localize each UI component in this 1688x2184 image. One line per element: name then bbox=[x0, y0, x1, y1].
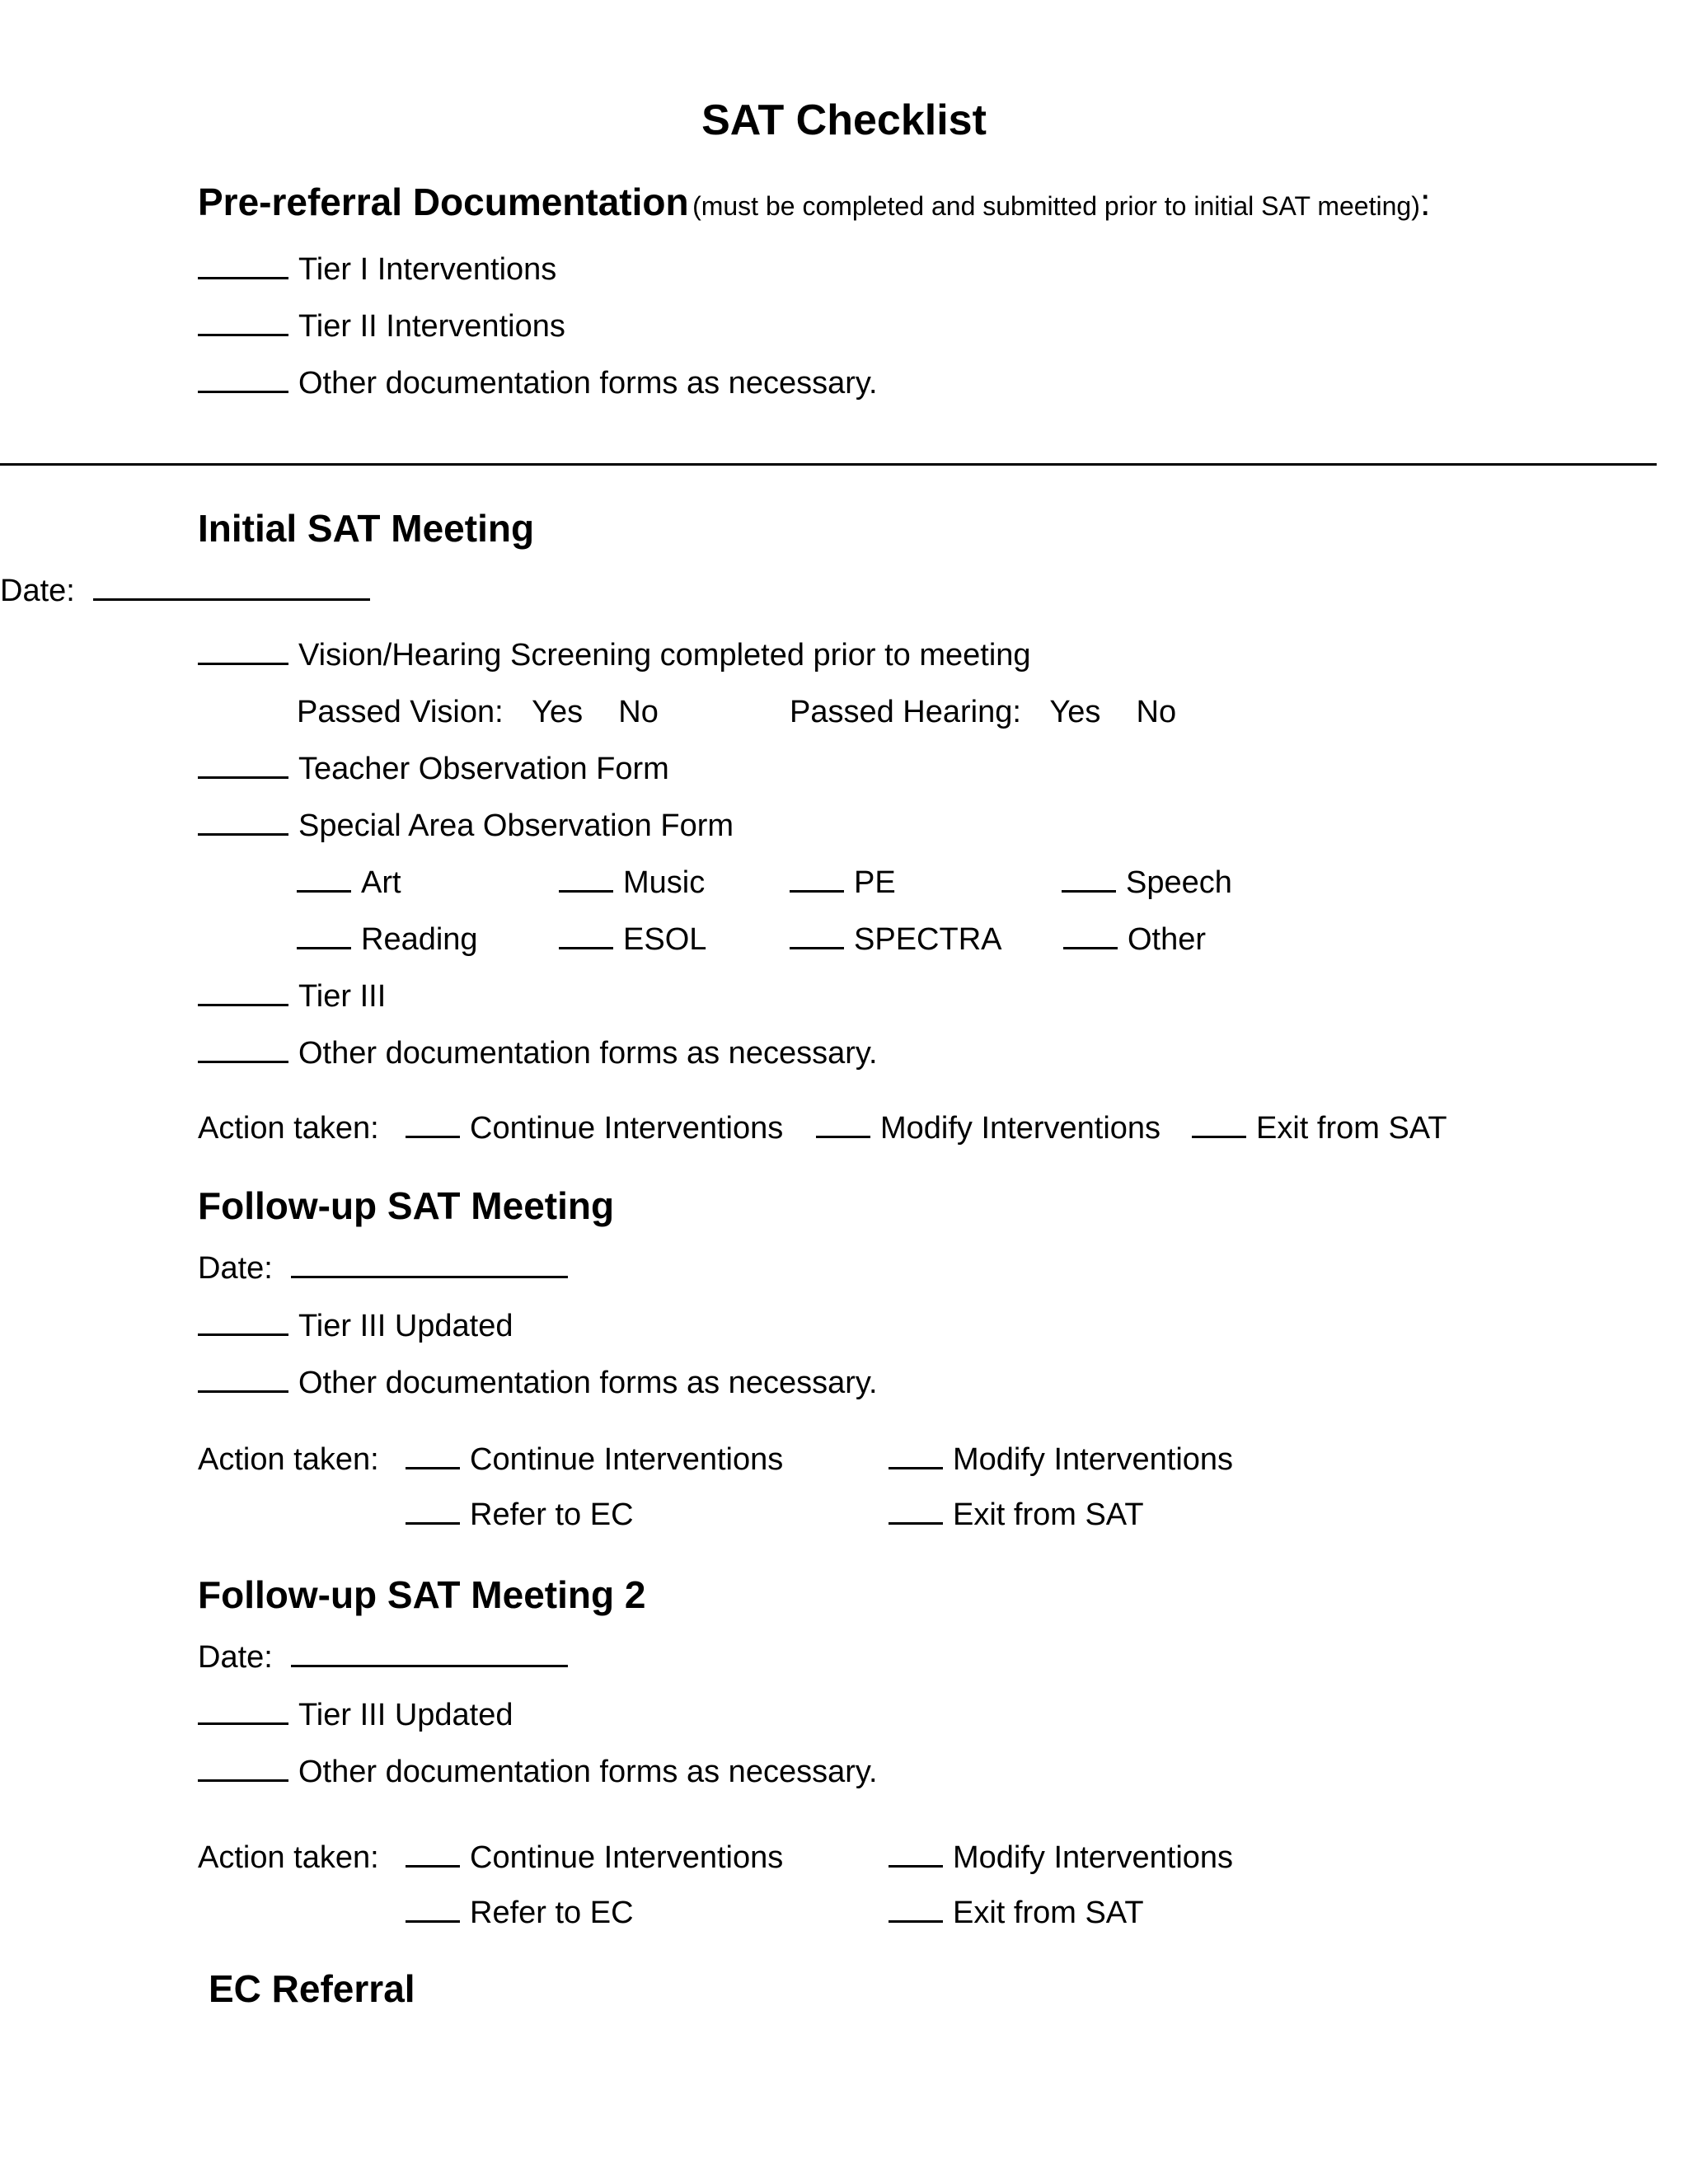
check-blank[interactable] bbox=[198, 638, 288, 665]
check-blank[interactable] bbox=[297, 922, 351, 949]
action-label: Exit from SAT bbox=[953, 1896, 1144, 1930]
passed-hearing-row bbox=[790, 695, 1176, 730]
area-label: Reading bbox=[361, 922, 478, 957]
check-blank[interactable] bbox=[406, 1442, 460, 1469]
item-label: Vision/Hearing Screening completed prior to meeting bbox=[298, 638, 1031, 673]
action-refer-ec[interactable] bbox=[406, 1896, 634, 1931]
check-blank[interactable] bbox=[297, 865, 351, 893]
area-reading[interactable] bbox=[297, 922, 478, 958]
check-blank[interactable] bbox=[790, 922, 844, 949]
page-title: SAT Checklist bbox=[701, 96, 987, 144]
date-field[interactable] bbox=[291, 1251, 568, 1278]
prereferral-heading: Pre-referral Documentation bbox=[198, 180, 689, 223]
check-blank[interactable] bbox=[198, 979, 288, 1006]
checklist-item-special-observation[interactable] bbox=[198, 808, 734, 844]
action-modify[interactable] bbox=[889, 1840, 1233, 1876]
action-continue[interactable] bbox=[406, 1840, 783, 1876]
area-label: Art bbox=[361, 865, 401, 900]
date-label: Date: bbox=[198, 1251, 273, 1286]
checklist-item-tier3-updated[interactable] bbox=[198, 1698, 513, 1733]
date-field[interactable] bbox=[93, 574, 370, 601]
date-field[interactable] bbox=[291, 1640, 568, 1667]
prereferral-colon: : bbox=[1419, 180, 1431, 223]
check-blank[interactable] bbox=[889, 1896, 943, 1923]
area-label: PE bbox=[854, 865, 896, 900]
followup1-date-row bbox=[198, 1251, 568, 1286]
check-blank[interactable] bbox=[889, 1442, 943, 1469]
area-label: Other bbox=[1128, 922, 1207, 957]
check-blank[interactable] bbox=[889, 1840, 943, 1868]
followup1-heading: Follow-up SAT Meeting bbox=[198, 1184, 615, 1227]
followup2-heading: Follow-up SAT Meeting 2 bbox=[198, 1573, 646, 1616]
check-blank[interactable] bbox=[198, 366, 288, 393]
area-speech[interactable] bbox=[1062, 865, 1232, 901]
checklist-item-tier1[interactable] bbox=[198, 252, 556, 288]
area-label: Speech bbox=[1126, 865, 1232, 900]
action-label: Modify Interventions bbox=[953, 1442, 1234, 1477]
check-blank[interactable] bbox=[406, 1497, 460, 1525]
area-music[interactable] bbox=[559, 865, 705, 901]
item-label: Other documentation forms as necessary. bbox=[298, 1036, 878, 1071]
prereferral-note: (must be completed and submitted prior to initial SAT meeting) bbox=[692, 191, 1420, 221]
check-blank[interactable] bbox=[1192, 1111, 1246, 1138]
check-blank[interactable] bbox=[559, 922, 613, 949]
action-modify[interactable] bbox=[816, 1111, 1160, 1146]
item-label: Teacher Observation Form bbox=[298, 752, 669, 786]
vision-no-option[interactable]: No bbox=[618, 695, 659, 729]
check-blank[interactable] bbox=[406, 1896, 460, 1923]
initial-heading: Initial SAT Meeting bbox=[198, 507, 535, 550]
check-blank[interactable] bbox=[198, 1036, 288, 1063]
passed-vision-label: Passed Vision: bbox=[297, 695, 504, 729]
checklist-item-tier2[interactable] bbox=[198, 309, 565, 344]
checklist-item-other-docs[interactable] bbox=[198, 1036, 878, 1071]
action-label: Exit from SAT bbox=[953, 1497, 1144, 1532]
action-exit[interactable] bbox=[889, 1497, 1144, 1533]
initial-date-row bbox=[0, 574, 370, 609]
check-blank[interactable] bbox=[198, 1698, 288, 1725]
checklist-item-other-docs[interactable] bbox=[198, 1755, 878, 1790]
checklist-item-tier3[interactable] bbox=[198, 979, 386, 1015]
checklist-item-vision-hearing[interactable] bbox=[198, 638, 1031, 673]
section-divider bbox=[0, 463, 1657, 466]
action-label: Exit from SAT bbox=[1256, 1111, 1447, 1146]
action-label: Continue Interventions bbox=[470, 1111, 784, 1146]
action-continue[interactable] bbox=[406, 1442, 783, 1478]
check-blank[interactable] bbox=[889, 1497, 943, 1525]
date-label: Date: bbox=[198, 1640, 273, 1675]
item-label: Other documentation forms as necessary. bbox=[298, 1366, 878, 1400]
action-exit[interactable] bbox=[1192, 1111, 1447, 1146]
area-label: SPECTRA bbox=[854, 922, 1002, 957]
check-blank[interactable] bbox=[198, 309, 288, 336]
item-label: Tier II Interventions bbox=[298, 309, 565, 344]
area-other[interactable] bbox=[1063, 922, 1206, 958]
hearing-yes-option[interactable]: Yes bbox=[1049, 695, 1101, 729]
area-esol[interactable] bbox=[559, 922, 706, 958]
check-blank[interactable] bbox=[559, 865, 613, 893]
checklist-item-teacher-observation[interactable] bbox=[198, 752, 669, 787]
item-label: Other documentation forms as necessary. bbox=[298, 366, 878, 401]
passed-hearing-label: Passed Hearing: bbox=[790, 695, 1021, 729]
check-blank[interactable] bbox=[198, 1755, 288, 1782]
item-label: Tier I Interventions bbox=[298, 252, 557, 287]
passed-vision-row bbox=[297, 695, 659, 730]
prereferral-heading-line bbox=[198, 180, 1431, 224]
action-exit[interactable] bbox=[889, 1896, 1144, 1931]
check-blank[interactable] bbox=[1063, 922, 1118, 949]
action-label: Continue Interventions bbox=[470, 1840, 784, 1875]
item-label: Special Area Observation Form bbox=[298, 808, 734, 843]
item-label: Tier III Updated bbox=[298, 1309, 513, 1343]
area-art[interactable] bbox=[297, 865, 401, 901]
check-blank[interactable] bbox=[406, 1840, 460, 1868]
check-blank[interactable] bbox=[198, 1309, 288, 1336]
area-pe[interactable] bbox=[790, 865, 896, 901]
action-label: Modify Interventions bbox=[953, 1840, 1234, 1875]
check-blank[interactable] bbox=[816, 1111, 870, 1138]
action-label: Continue Interventions bbox=[470, 1442, 784, 1477]
check-blank[interactable] bbox=[198, 808, 288, 836]
action-label: Refer to EC bbox=[470, 1497, 634, 1532]
item-label: Tier III Updated bbox=[298, 1698, 513, 1732]
check-blank[interactable] bbox=[790, 865, 844, 893]
date-label: Date: bbox=[0, 574, 75, 608]
hearing-no-option[interactable]: No bbox=[1136, 695, 1177, 729]
action-modify[interactable] bbox=[889, 1442, 1233, 1478]
area-spectra[interactable] bbox=[790, 922, 1001, 958]
item-label: Tier III bbox=[298, 979, 387, 1014]
item-label: Other documentation forms as necessary. bbox=[298, 1755, 878, 1789]
check-blank[interactable] bbox=[198, 1366, 288, 1393]
followup1-action-label: Action taken: bbox=[198, 1442, 379, 1477]
followup2-action-label: Action taken: bbox=[198, 1840, 379, 1875]
checklist-item-tier3-updated[interactable] bbox=[198, 1309, 513, 1344]
ec-referral-heading: EC Referral bbox=[209, 1967, 415, 2010]
followup2-date-row bbox=[198, 1640, 568, 1675]
checklist-item-other-docs[interactable] bbox=[198, 366, 878, 401]
area-label: Music bbox=[623, 865, 706, 900]
check-blank[interactable] bbox=[198, 752, 288, 779]
action-continue[interactable] bbox=[406, 1111, 783, 1146]
vision-yes-option[interactable]: Yes bbox=[532, 695, 584, 729]
checklist-item-other-docs[interactable] bbox=[198, 1366, 878, 1401]
action-refer-ec[interactable] bbox=[406, 1497, 634, 1533]
action-label: Refer to EC bbox=[470, 1896, 634, 1930]
action-label: Modify Interventions bbox=[880, 1111, 1161, 1146]
check-blank[interactable] bbox=[1062, 865, 1116, 893]
check-blank[interactable] bbox=[406, 1111, 460, 1138]
area-label: ESOL bbox=[623, 922, 707, 957]
check-blank[interactable] bbox=[198, 252, 288, 279]
initial-action-label: Action taken: bbox=[198, 1111, 379, 1146]
